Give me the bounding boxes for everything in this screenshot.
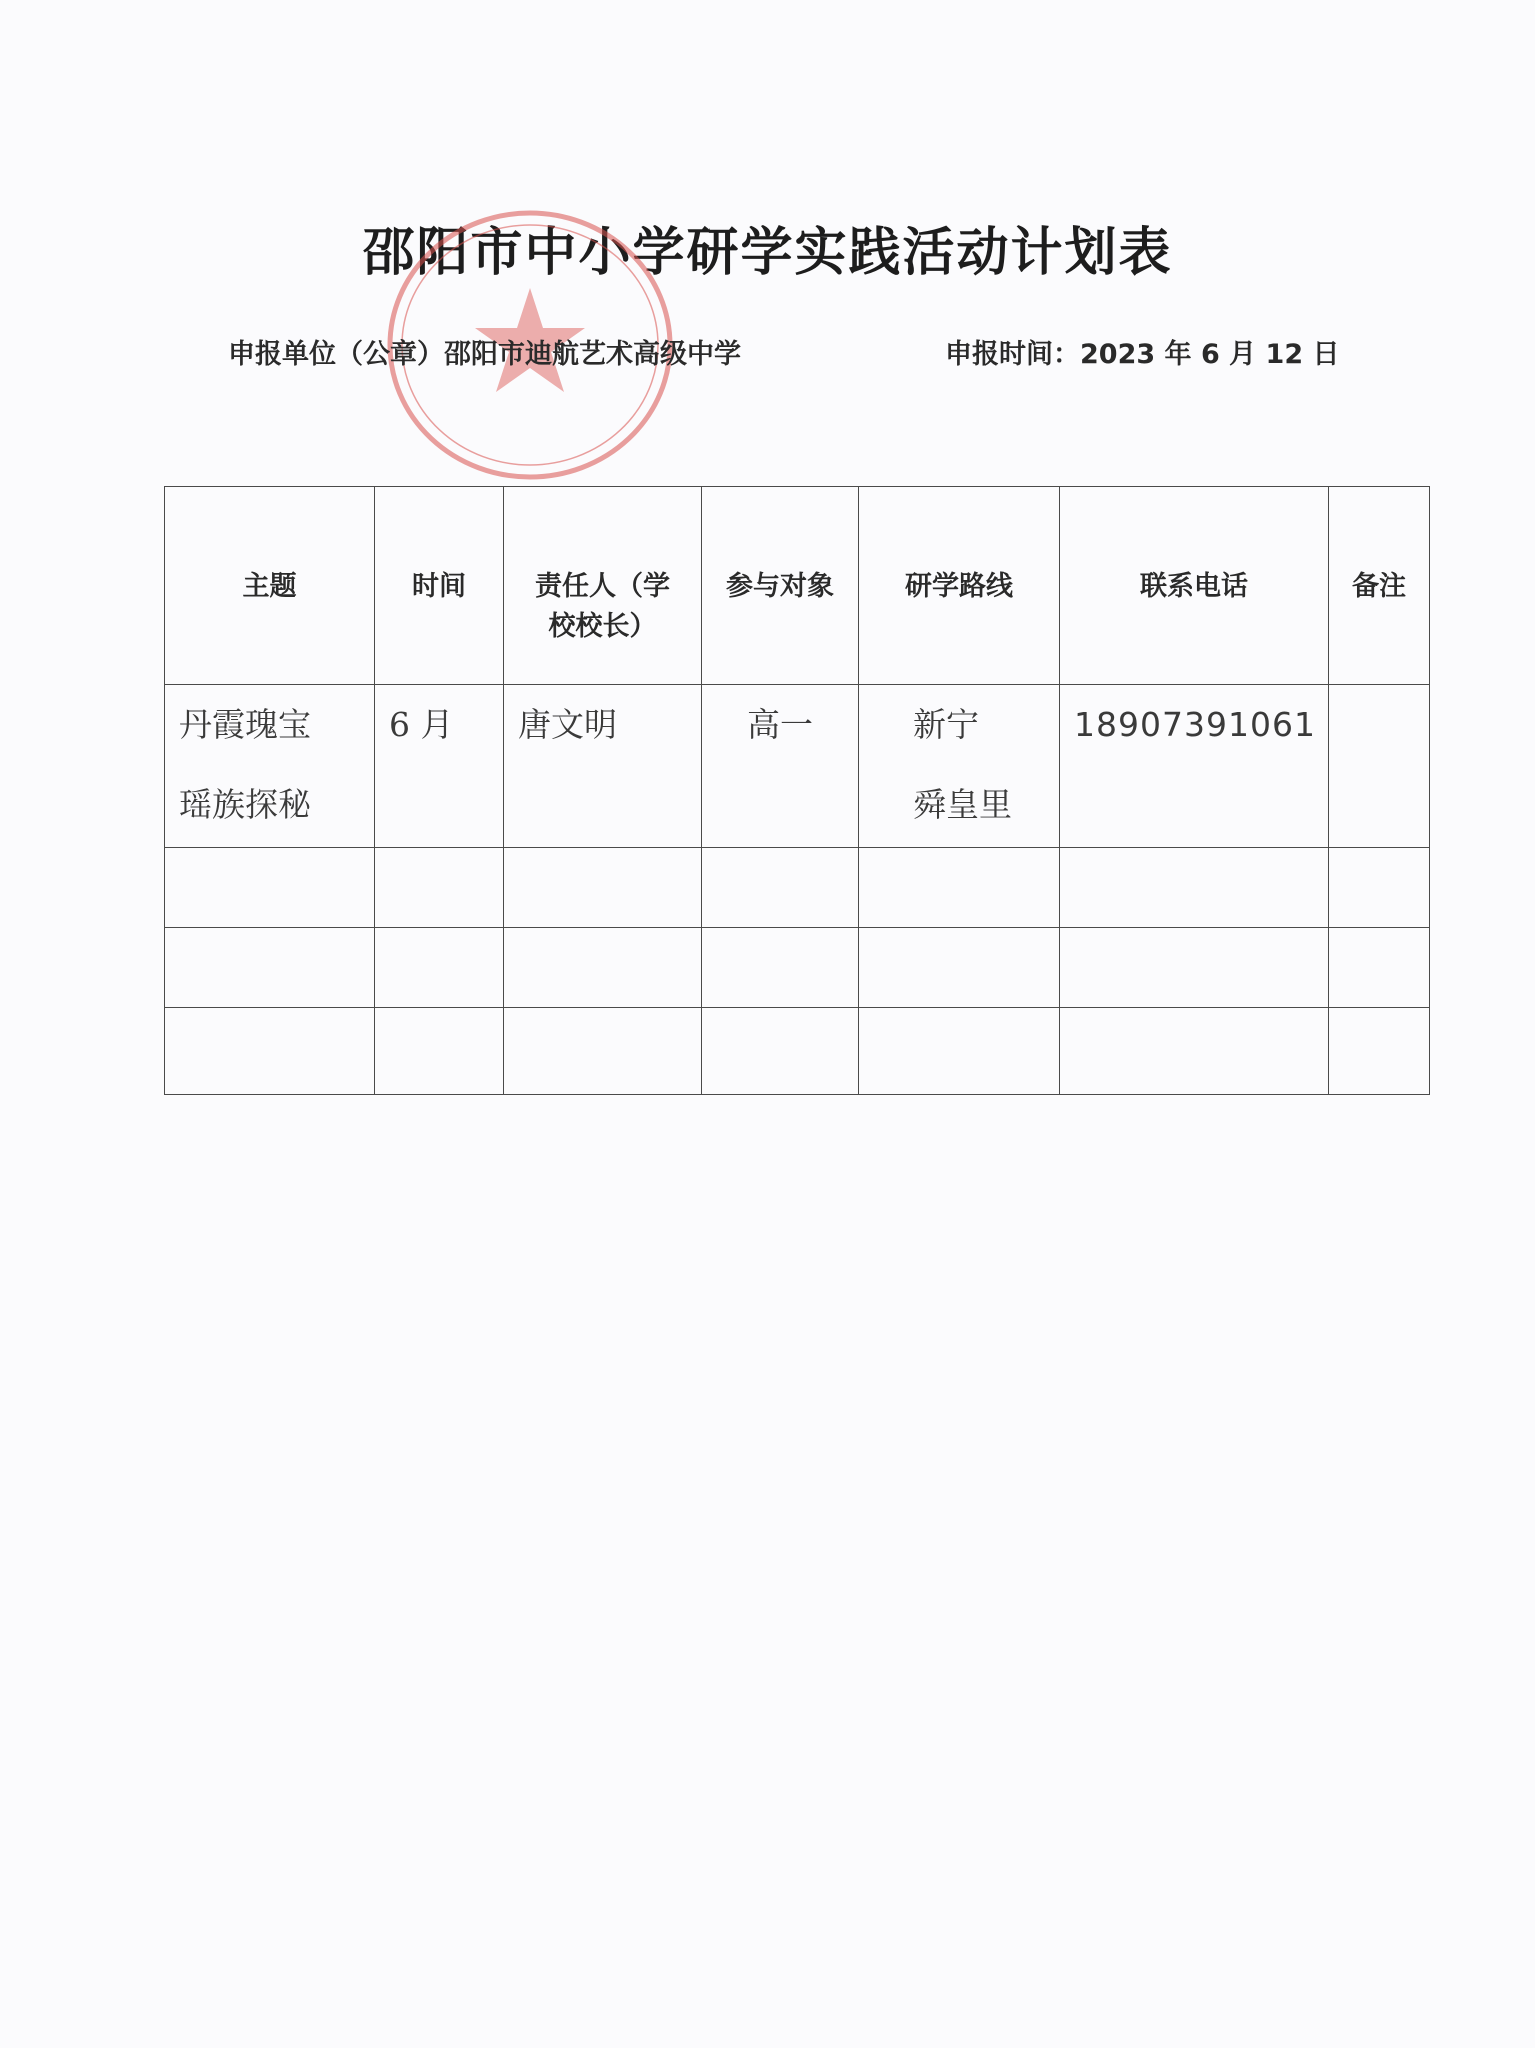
cell-responsible: 唐文明 — [504, 685, 702, 848]
application-date: 申报时间：2023 年 6 月 12 日 — [945, 339, 1340, 370]
route-line-1: 新宁 — [913, 705, 979, 744]
table-row-empty — [165, 928, 1430, 1008]
cell-phone: 18907391061 — [1060, 685, 1329, 848]
cell-route — [859, 685, 1060, 848]
table-row-empty — [165, 1008, 1430, 1095]
cell-participants: 高一 — [702, 685, 859, 848]
theme-line-1: 丹霞瑰宝 — [179, 705, 311, 744]
empty-cell — [859, 1008, 1060, 1095]
empty-cell — [702, 928, 859, 1008]
header-participants: 参与对象 — [702, 487, 859, 685]
empty-cell — [1060, 848, 1329, 928]
table-header-row — [165, 487, 1430, 685]
header-responsible: 责任人（学校校长） — [504, 487, 702, 685]
header-time: 时间 — [375, 487, 504, 685]
header-route: 研学路线 — [859, 487, 1060, 685]
table-row — [165, 685, 1430, 848]
empty-cell — [702, 1008, 859, 1095]
cell-theme — [165, 685, 375, 848]
cell-time: 6 月 — [375, 685, 504, 848]
empty-cell — [1060, 1008, 1329, 1095]
empty-cell — [1329, 848, 1430, 928]
empty-cell — [1329, 1008, 1430, 1095]
empty-cell — [504, 1008, 702, 1095]
empty-cell — [504, 848, 702, 928]
empty-cell — [859, 928, 1060, 1008]
empty-cell — [375, 928, 504, 1008]
header-phone: 联系电话 — [1060, 487, 1329, 685]
empty-cell — [375, 848, 504, 928]
empty-cell — [375, 1008, 504, 1095]
empty-cell — [859, 848, 1060, 928]
header-theme: 主题 — [165, 487, 375, 685]
table-row-empty — [165, 848, 1430, 928]
empty-cell — [165, 1008, 375, 1095]
empty-cell — [165, 848, 375, 928]
route-line-2: 舜皇里 — [913, 785, 1012, 824]
empty-cell — [702, 848, 859, 928]
empty-cell — [1329, 928, 1430, 1008]
empty-cell — [504, 928, 702, 1008]
activity-plan-table — [164, 486, 1430, 1095]
empty-cell — [1060, 928, 1329, 1008]
theme-line-2: 瑶族探秘 — [179, 785, 311, 824]
cell-remarks — [1329, 685, 1430, 848]
document-title: 邵阳市中小学研学实践活动计划表 — [362, 223, 1173, 283]
header-remarks: 备注 — [1329, 487, 1430, 685]
applicant-unit: 申报单位（公章）邵阳市迪航艺术高级中学 — [228, 339, 741, 370]
empty-cell — [165, 928, 375, 1008]
